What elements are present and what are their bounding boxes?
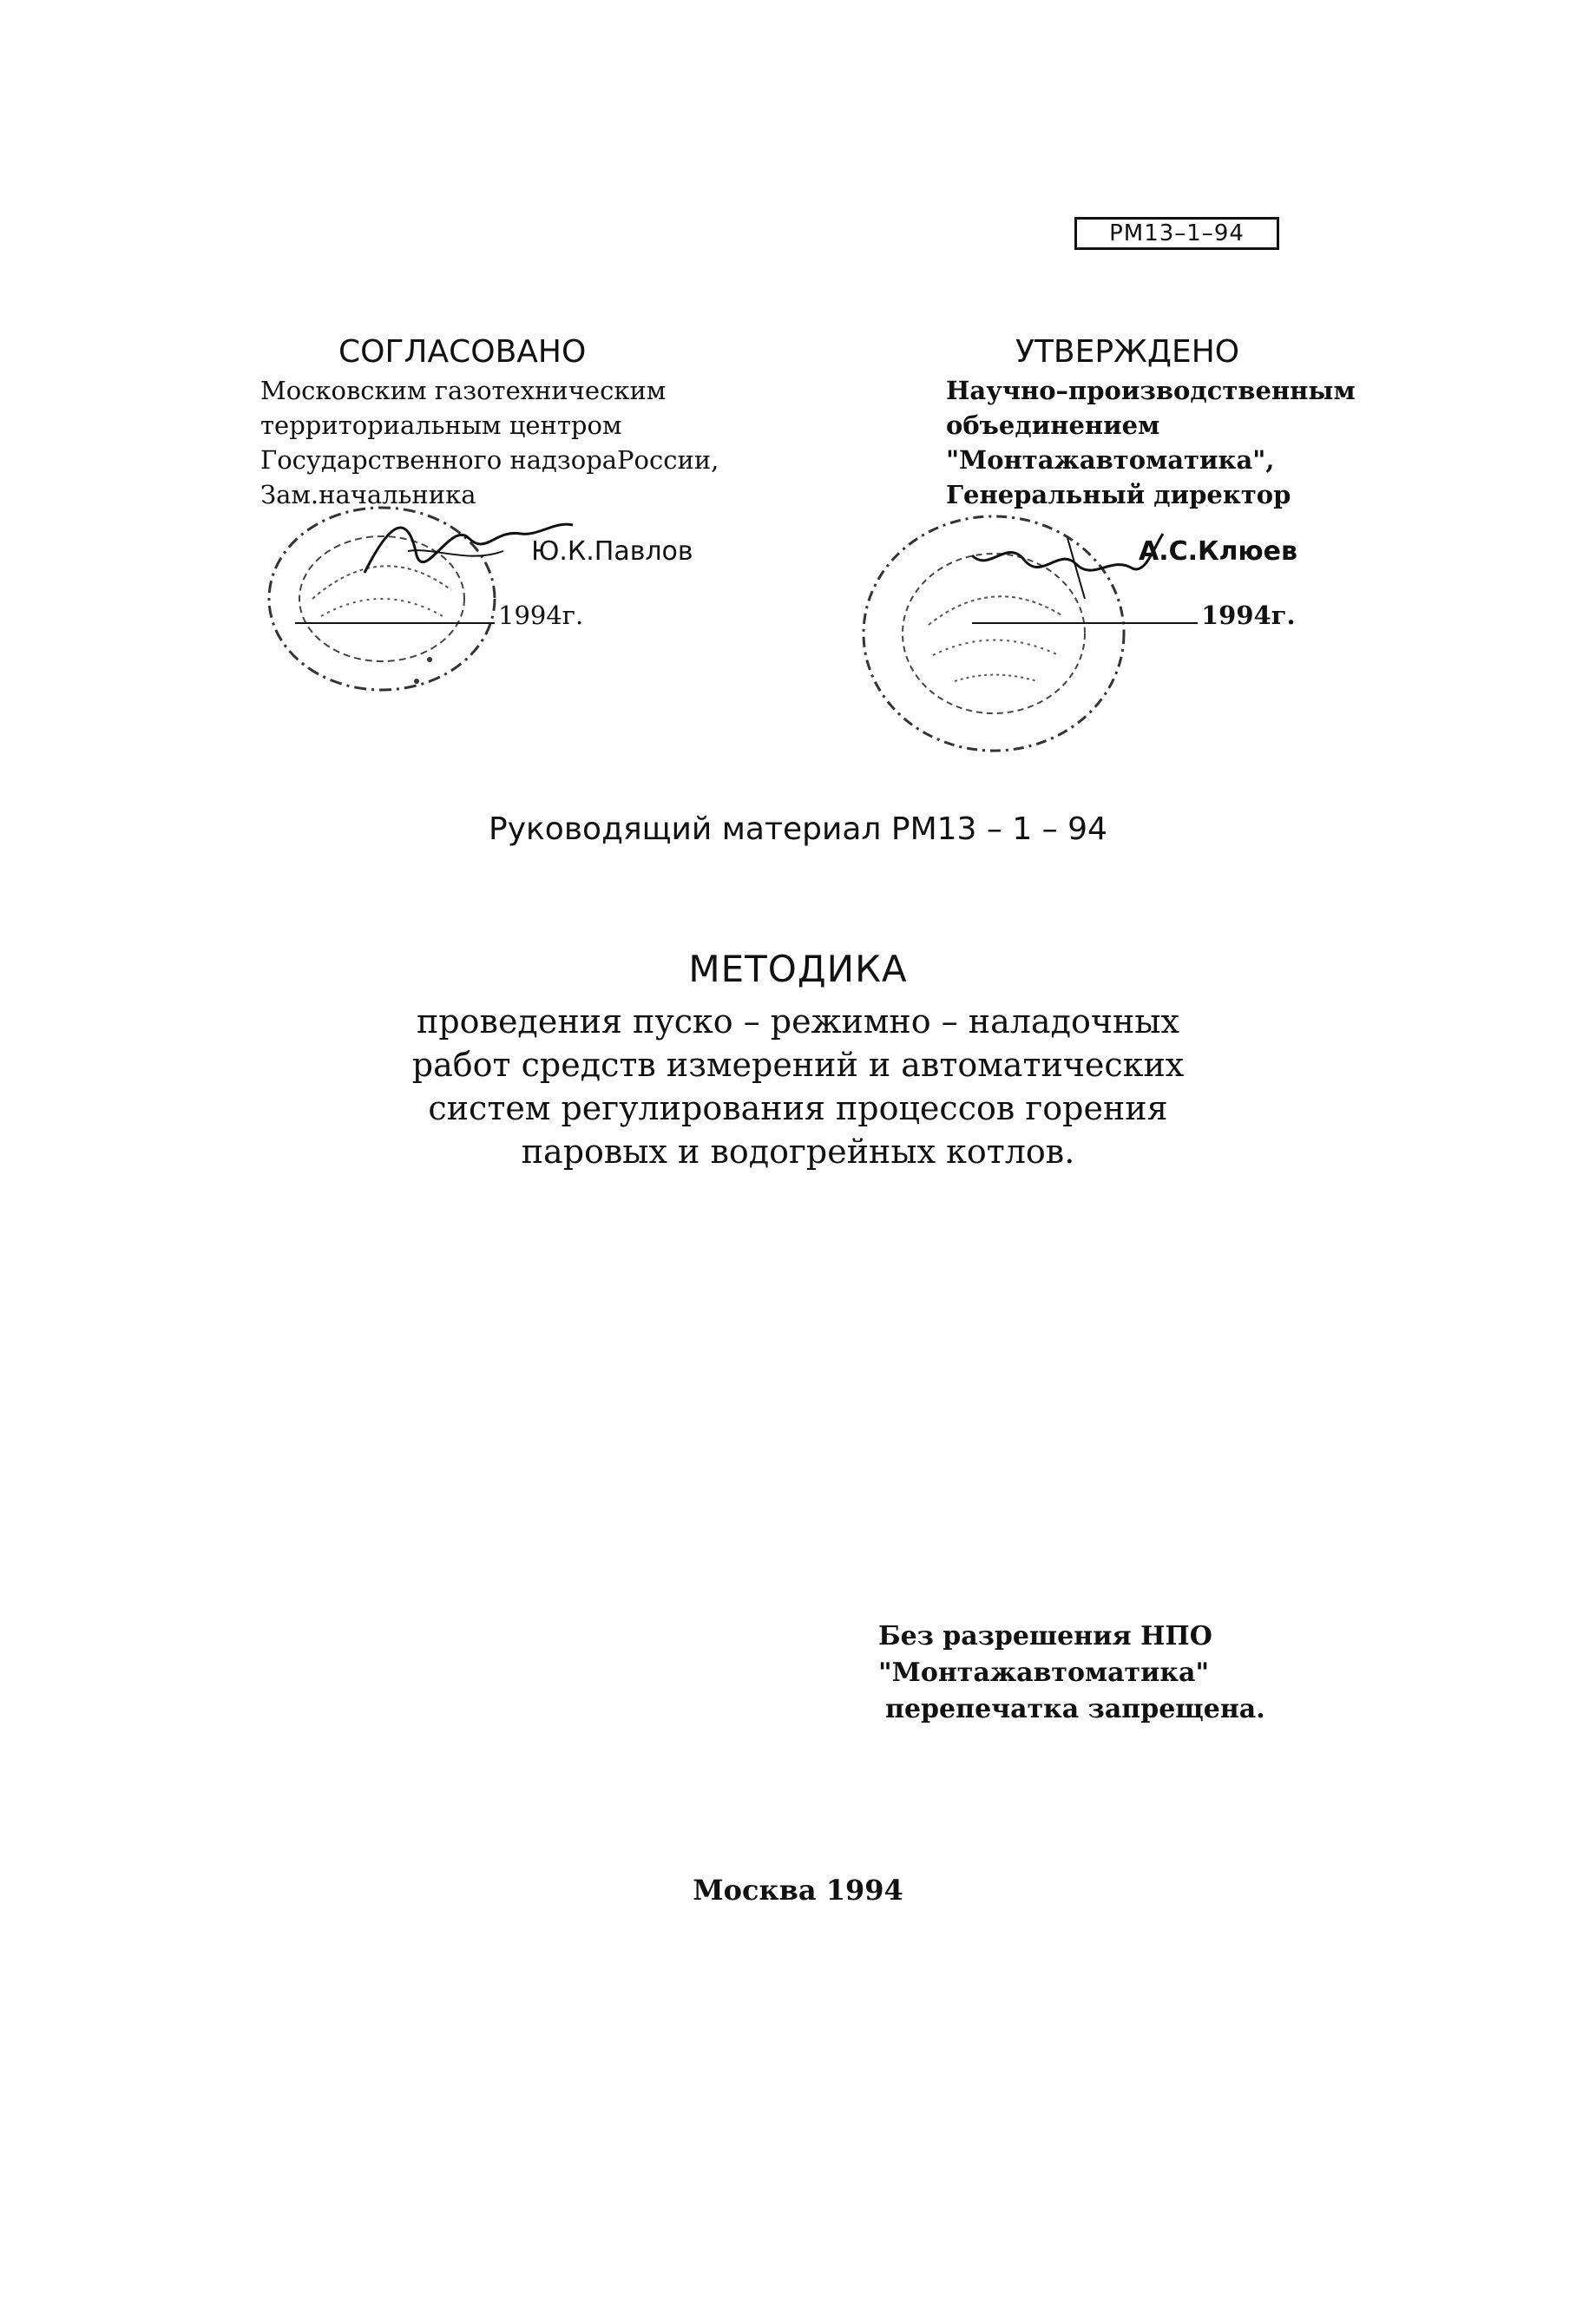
approval-right-line: Научно–производственным — [946, 376, 1356, 405]
approval-left-line: Московским газотехническим — [260, 376, 667, 405]
document-code: РМ13–1–94 — [1109, 220, 1245, 246]
restriction-line: Без разрешения НПО — [878, 1621, 1212, 1651]
guidance-material-line: Руководящий материал РМ13 – 1 – 94 — [489, 811, 1107, 847]
approval-left-year: 1994г. — [498, 601, 584, 630]
approval-right-line: "Монтажавтоматика", — [946, 445, 1275, 475]
restriction-line: "Монтажавтоматика" — [878, 1658, 1210, 1688]
subtitle-line: систем регулирования процессов горения — [428, 1089, 1168, 1127]
approval-right-title: УТВЕРЖДЕНО — [1015, 334, 1240, 370]
approval-right-line: объединением — [946, 410, 1160, 440]
approval-left-line: Государственного надзораРоссии, — [260, 445, 719, 475]
approval-left-title: СОГЛАСОВАНО — [338, 334, 587, 370]
subtitle-line: паровых и водогрейных котлов. — [521, 1133, 1075, 1171]
restriction-line: перепечатка запрещена. — [885, 1694, 1265, 1724]
approval-right-date — [972, 601, 1296, 630]
approval-right-block — [946, 334, 1356, 512]
document-title: МЕТОДИКА — [688, 948, 908, 990]
approval-left-date — [295, 601, 583, 630]
publication-city-year: Москва 1994 — [693, 1874, 903, 1907]
approval-right-year: 1994г. — [1201, 601, 1296, 630]
subtitle-line: проведения пуско – режимно – наладочных — [417, 1002, 1179, 1041]
approval-right-signer: А.С.Клюев — [1139, 536, 1298, 567]
approval-left-signer: Ю.К.Павлов — [531, 536, 693, 567]
signature-rule — [295, 622, 495, 624]
approval-left-line: Зам.начальника — [260, 480, 476, 509]
subtitle-line: работ средств измерений и автоматических — [411, 1046, 1185, 1084]
signature-rule — [972, 622, 1198, 624]
document-subtitle — [0, 1000, 1596, 1173]
approval-left-line: территориальным центром — [260, 410, 622, 440]
document-code-box — [1074, 217, 1279, 250]
reprint-restriction-note — [878, 1618, 1265, 1728]
approval-right-line: Генеральный директор — [946, 480, 1291, 509]
